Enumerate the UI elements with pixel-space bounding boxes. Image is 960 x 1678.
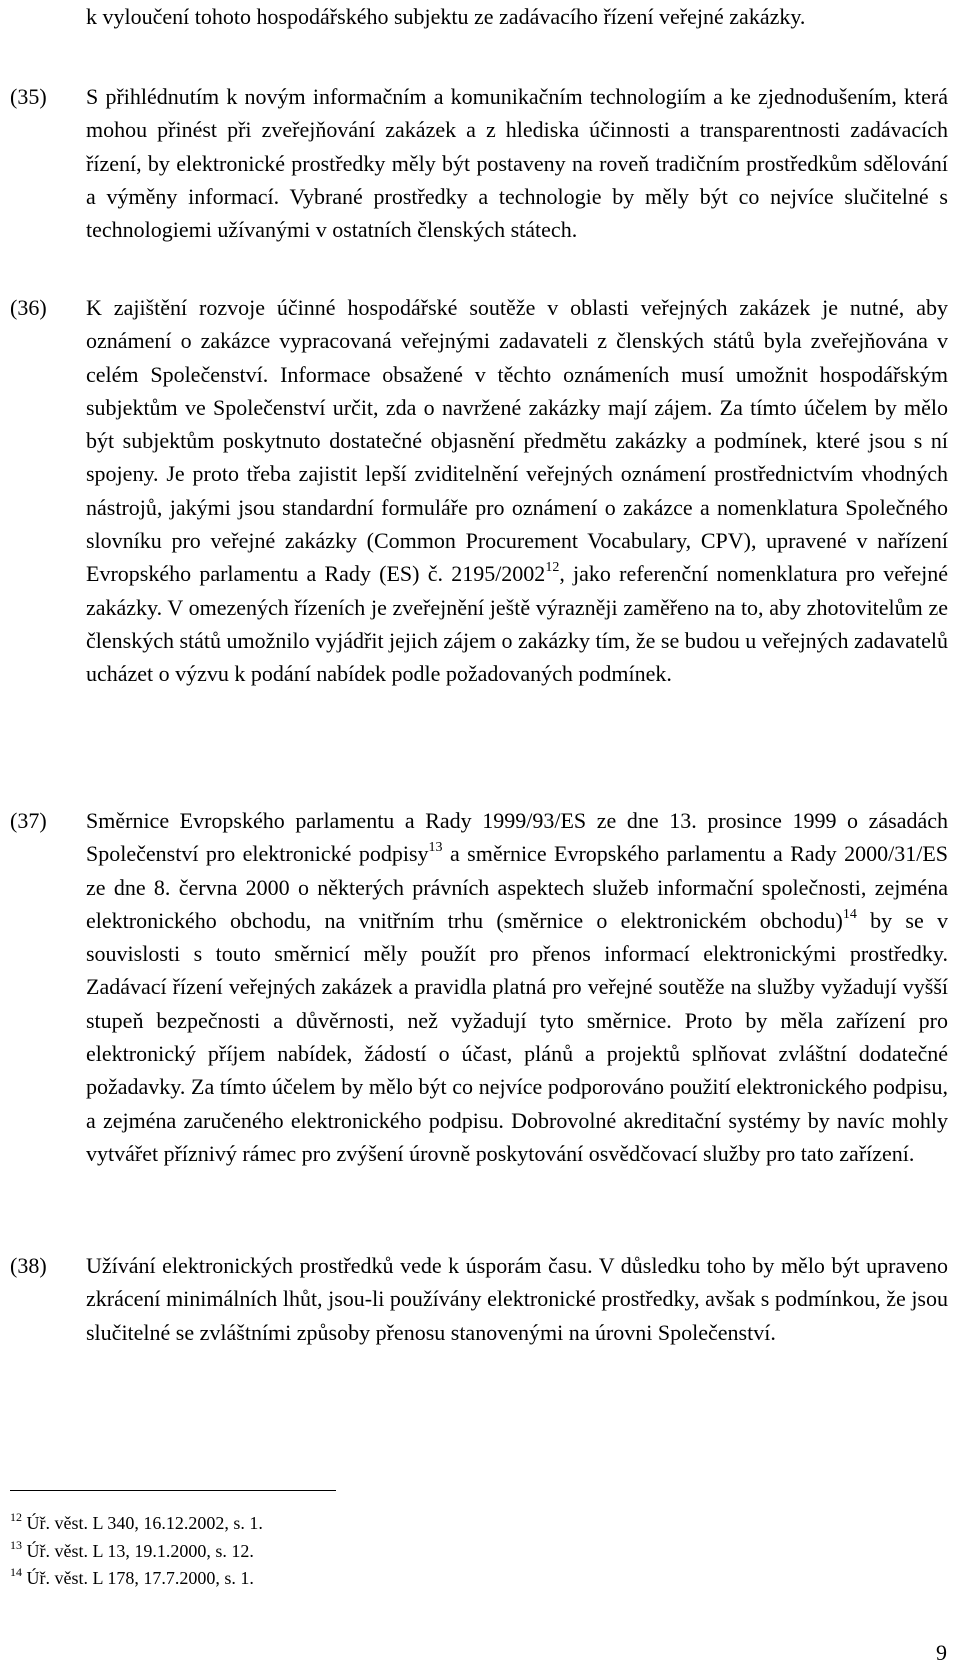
footnote-ref-13[interactable]: 13: [428, 839, 443, 855]
footnote-ref-12[interactable]: 12: [545, 560, 560, 576]
paragraph-35-text: S přihlédnutím k novým informačním a komunikačním technologiím a ke zjednodušením, která mohou přinést při zveřejňování zakázek a z hlediska účinnosti a transparentnosti zadávacích řízení, by elektronické prostředky měly být postaveny na roveň tradičním prostředkům sdělování a výměny informací. Vybrané prostředky a technologie by měly být co nejvíce slučitelné s technologiemi užívanými v ostatních členských státech.: [86, 84, 948, 243]
footnote-text: Úř. věst. L 178, 17.7.2000, s. 1.: [26, 1568, 254, 1588]
paragraph-number-35: (35): [10, 84, 47, 109]
footnote-text: Úř. věst. L 13, 19.1.2000, s. 12.: [26, 1540, 254, 1561]
footnotes: [10, 1510, 710, 1593]
continued-text-body: k vyloučení tohoto hospodářského subjektu ze zadávacího řízení veřejné zakázky.: [86, 4, 806, 29]
paragraph-38-text: Užívání elektronických prostředků vede k úsporám času. V důsledku toho by mělo být upraveno zkrácení minimálních lhůt, jsou-li používány elektronické prostředky, avšak s podmínkou, že jsou slučitelné se zvláštními způsoby přenosu stanovenými na úrovni Společenství.: [86, 1253, 948, 1345]
paragraph-36-text-part-2: , jako referenční nomenklatura pro veřejné zakázky. V omezených řízeních je zveřejnění ještě výrazněji zaměřeno na to, aby zhotovitelům ze členských států umožnilo vyjádřit jejich zájem o zakázky tím, že se budou u veřejných zadavatelů ucházet o výzvu k podání nabídek podle požadovaných podmínek.: [86, 561, 948, 687]
footnote-mark: 13: [10, 1537, 22, 1552]
paragraph-number-37: (37): [10, 808, 47, 833]
footnote-12: [10, 1510, 710, 1538]
continued-text: [86, 0, 948, 33]
paragraph-37-text-part-3: by se v souvislosti s touto směrnicí měly použít pro přenos informací elektronickými prostředky. Zadávací řízení veřejných zakázek a pravidla platná pro veřejné soutěže na služby vyžadují vyšší stupeň bezpečnosti a důvěrnosti, než vyžadují tyto směrnice. Proto by měla zařízení pro elektronický příjem nabídek, žádostí o účast, plánů a projektů splňovat zvláštní dodatečné požadavky. Za tímto účelem by mělo být co nejvíce podporováno použití elektronického podpisu, a zejména zaručeného elektronického podpisu. Dobrovolné akreditační systémy by navíc mohly vytvářet příznivý rámec pro zvýšení úrovně poskytování osvědčovací služby pro tato zařízení.: [86, 907, 949, 1166]
paragraph-number-38: (38): [10, 1253, 47, 1278]
paragraph-36-text-part-1: K zajištění rozvoje účinné hospodářské soutěže v oblasti veřejných zakázek je nutné, aby oznámení o zakázce vypracovaná veřejnými zadavateli z členských států byla zveřejňována v celém Společenství. Informace obsažené v těchto oznámeních musí umožnit hospodářským subjektům ve Společenství určit, zda o navržené zakázky mají zájem. Za tímto účelem by mělo být subjektům poskytnuto dostatečné objasnění předmětu zakázky a podmínek, které jsou s ní spojeny. Je proto třeba zajistit lepší zviditelnění veřejných oznámení prostřednictvím vhodných nástrojů, jakými jsou standardní formuláře pro oznámení o zakázce a nomenklatura Společného slovníku pro veřejné zakázky (Common Procurement Vocabulary, CPV), upravené v nařízení Evropského parlamentu a Rady (ES) č. 2195/2002: [86, 295, 948, 587]
paragraph-36: [86, 291, 948, 691]
footnote-text: Úř. věst. L 340, 16.12.2002, s. 1.: [26, 1513, 263, 1533]
footnote-14: [10, 1565, 710, 1593]
paragraph-38: [86, 1249, 948, 1349]
footnote-mark: 14: [10, 1565, 22, 1579]
footnote-13: [10, 1538, 710, 1566]
footnote-mark: 12: [10, 1510, 22, 1524]
paragraph-35: [86, 80, 948, 246]
footnote-separator: [10, 1490, 336, 1491]
paragraph-37-text-part-2: a směrnice Evropského parlamentu a Rady 2000/31/ES ze dne 8. června 2000 o některých právních aspektech služeb informační společnosti, zejména elektronického obchodu, na vnitřním trhu (směrnice o elektronickém obchodu): [86, 841, 948, 933]
page-number: 9: [936, 1640, 947, 1665]
paragraph-number-36: (36): [10, 295, 47, 320]
footnote-ref-14[interactable]: 14: [842, 906, 857, 922]
paragraph-37: [86, 804, 948, 1170]
paragraph-37-text-part-1: Směrnice Evropského parlamentu a Rady 1999/93/ES ze dne 13. prosince 1999 o zásadách Společenství pro elektronické podpisy: [86, 808, 948, 867]
